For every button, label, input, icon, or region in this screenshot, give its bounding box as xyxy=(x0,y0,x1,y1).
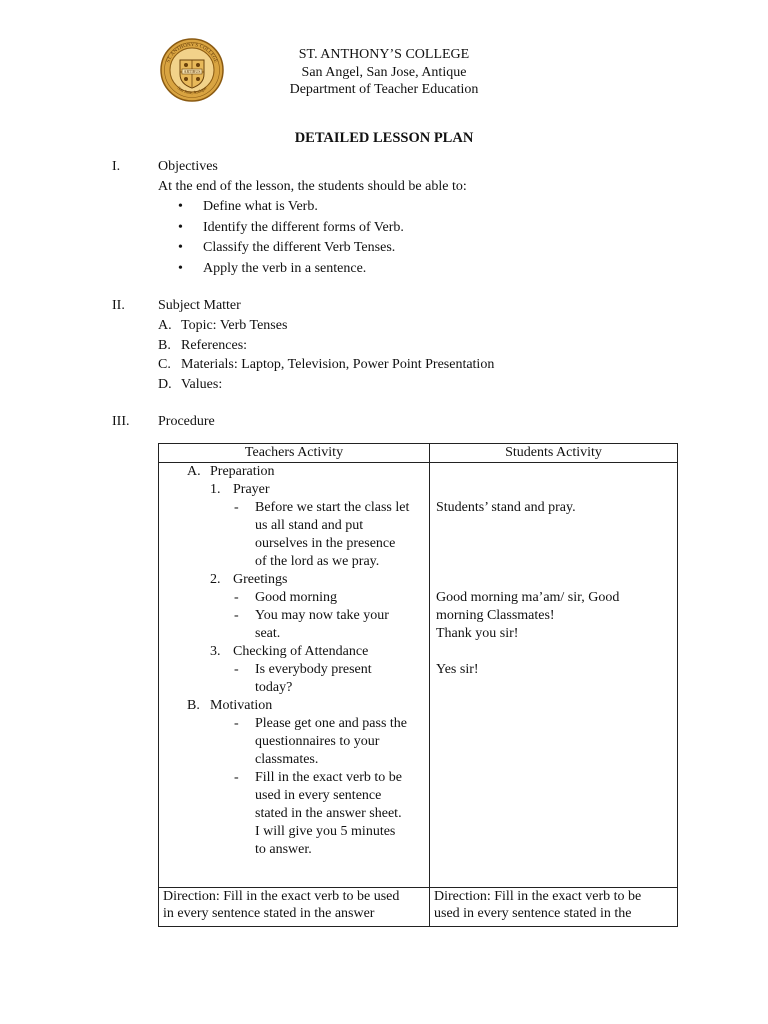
direction-right-cell: Direction: Fill in the exact verb to be used in every sentence stated in the xyxy=(430,888,678,927)
greetings-label: Greetings xyxy=(233,572,288,587)
seal-bottom-text: San Jose, Antique xyxy=(176,85,208,96)
preparation-label: Preparation xyxy=(210,464,275,479)
procedure-table xyxy=(158,443,678,927)
table-row xyxy=(159,888,678,927)
school-name: ST. ANTHONY’S COLLEGE xyxy=(298,47,470,62)
school-header xyxy=(252,46,516,99)
table-header-row xyxy=(159,444,678,463)
list-item: • Apply the verb in a sentence. xyxy=(178,259,404,280)
bullet-icon: • xyxy=(178,260,183,276)
section-number-procedure: III. xyxy=(112,414,130,429)
section-heading-procedure: Procedure xyxy=(158,414,215,429)
list-item: D. Values: xyxy=(158,376,223,392)
objectives-list xyxy=(178,197,404,279)
college-seal-icon xyxy=(160,38,224,102)
subject-matter-list xyxy=(158,316,494,394)
list-item: • Classify the different Verb Tenses. xyxy=(178,238,404,259)
section-heading-objectives: Objectives xyxy=(158,159,218,174)
list-item: A. Topic: Verb Tenses xyxy=(158,318,288,333)
list-item: • Define what is Verb. xyxy=(178,197,404,218)
bullet-icon: • xyxy=(178,199,183,214)
column-header-student: Students Activity xyxy=(430,444,678,463)
bullet-icon: • xyxy=(178,240,183,255)
motivation-label: Motivation xyxy=(210,698,273,713)
list-item: • Identify the different forms of Verb. xyxy=(178,218,404,239)
seal-motto: ARTIBUS xyxy=(183,68,201,74)
student-response-prayer: Students’ stand and pray. xyxy=(436,500,576,515)
bullet-icon: • xyxy=(178,219,183,235)
list-item: B. References: xyxy=(158,337,248,353)
school-address: San Angel, San Jose, Antique xyxy=(301,64,467,80)
seal-top-text: ST. ANTHONY'S COLLEGE xyxy=(166,42,218,64)
objectives-intro: At the end of the lesson, the students should be able to: xyxy=(158,179,467,194)
direction-left-cell: Direction: Fill in the exact verb to be used in every sentence stated in the answer xyxy=(159,888,430,927)
attendance-label: Checking of Attendance xyxy=(233,644,369,659)
document-title: DETAILED LESSON PLAN xyxy=(294,130,474,146)
list-item: C. Materials: Laptop, Television, Power Point Presentation xyxy=(158,357,495,372)
teacher-activity-cell: A. Preparation 1. Prayer - Before we start the class let us all stand and put ourselves in the presence of the lord as we pray. 2. Greetings - Good morning - You may now take your seat. 3. Checking of Attendance - Is everybody present today? B. Motivation - Please get one and pass the questionnaires to your classmates. - Fill in the exact verb to be used in every sentence stated in the answer sheet. I will give you 5 minutes to answer. xyxy=(159,463,430,888)
column-header-teacher: Teachers Activity xyxy=(159,444,430,463)
section-number-subject: II. xyxy=(112,298,125,313)
prayer-label: Prayer xyxy=(233,482,270,497)
section-number-objectives: I. xyxy=(112,159,121,174)
student-activity-cell: Students’ stand and pray. Good morning ma’am/ sir, Good morning Classmates! Thank you sir! Yes sir! xyxy=(430,463,678,888)
section-heading-subject: Subject Matter xyxy=(158,298,241,313)
department-name: Department of Teacher Education xyxy=(289,82,479,97)
student-response-greeting: Good morning ma’am/ sir, Good xyxy=(436,590,620,605)
table-row xyxy=(159,463,678,888)
student-response-attendance: Yes sir! xyxy=(436,662,479,677)
